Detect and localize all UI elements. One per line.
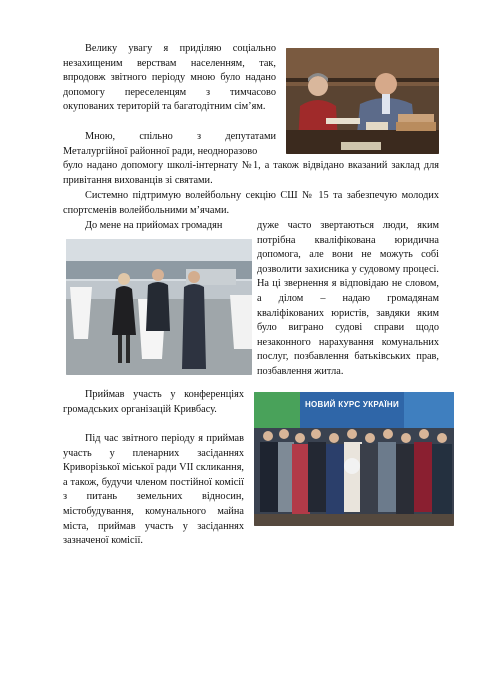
photo-group-conference <box>254 392 454 526</box>
paragraph-volleyball: Системно підтримую волейбольну секцію СШ № 15 та забезпечую молодих спортсменів волейбольними м’ячами. <box>63 190 439 216</box>
banner-text: НОВИЙ КУРС УКРАЇНИ <box>304 400 400 409</box>
photo-book-donation <box>286 48 439 154</box>
paragraph-council-help-a: Мною, спільно з депутатами Металургійної районної ради, неодноразово <box>63 131 276 157</box>
paragraph-receptions-a: До мене на прийомах громадян <box>85 220 223 231</box>
photo-street-meeting <box>66 239 252 375</box>
paragraph-city-council: Під час звітного періоду я приймав участь у пленарних засіданнях Криворізької міської ради VII скликання, а також, будучи членом постійної комісії з питань земельних відносин, містобудування, комунального майна міста, приймав участь у засіданнях зазначеної комісії. <box>63 433 244 547</box>
paragraph-council-help-b: було надано допомогу школі-інтернату №1, а також відвідано вказаний заклад для привітання вихованців зі святами. <box>63 160 439 186</box>
paragraph-receptions-b: дуже часто звертаються люди, яким потрібна кваліфікована юридична допомога, але вони не можуть собі дозволити захисника у судовому процесі. На ці звернення я відповідаю не словом, а ділом – надаю громадянам кваліфікованих юристів, завдяки яким було виграно судові справи щодо незаконного нарахування комунальних послуг, позбавлення батьківських прав, позбавлення житла. <box>257 220 439 377</box>
paragraph-conferences: Приймав участь у конференціях громадських організацій Кривбасу. <box>63 389 244 415</box>
paragraph-social-support: Велику увагу я приділяю соціально незахищеним верствам населенням, так, впродовж звітного періоду мною було надано допомогу переселенцям з тимчасово окупованих територій та багатодітним сім’ям. <box>63 43 276 113</box>
